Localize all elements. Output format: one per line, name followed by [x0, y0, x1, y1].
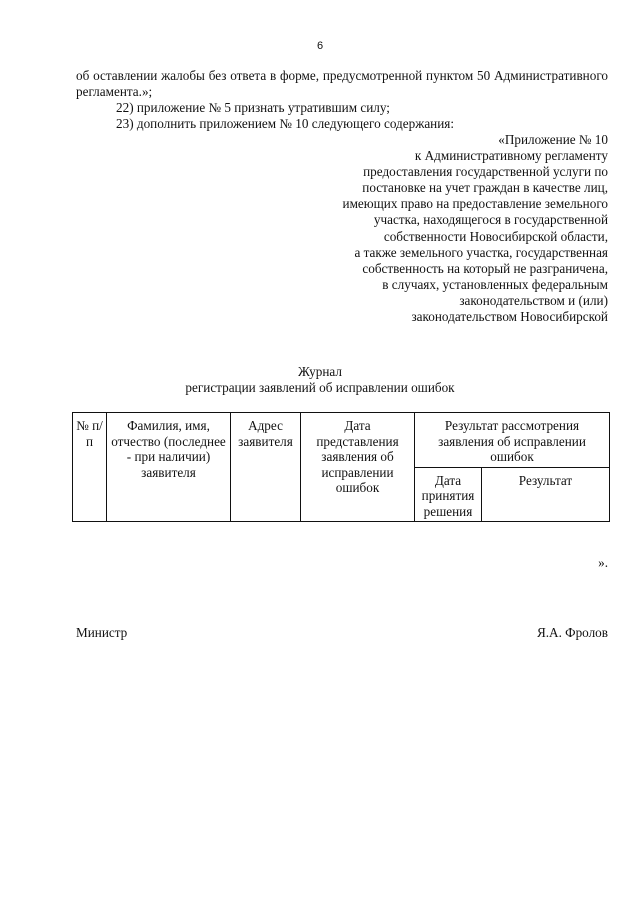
paragraph-complaint-end: об оставлении жалобы без ответа в форме, предусмотренной пунктом 50 Административного регламента.»;	[76, 68, 608, 99]
appendix-line: предоставления государственной услуги по	[363, 164, 608, 180]
journal-title: Журнал	[298, 364, 342, 379]
header-applicant-name: Фамилия, имя, отчество (последнее - при наличии) заявителя	[107, 413, 231, 522]
header-number: № п/п	[73, 413, 107, 522]
appendix-line: имеющих право на предоставление земельного	[342, 196, 608, 212]
registration-table	[72, 412, 610, 522]
journal-subtitle: регистрации заявлений об исправлении ошибок	[185, 380, 455, 395]
header-result: Результат	[482, 467, 610, 522]
paragraph-item-23: 23) дополнить приложением № 10 следующего содержания:	[116, 116, 455, 131]
header-decision-date: Дата принятия решения	[415, 467, 482, 522]
header-date-submitted: Дата представления заявления об исправлении ошибок	[301, 413, 415, 522]
table-header-row	[73, 413, 610, 468]
signature-name: Я.А. Фролов	[536, 625, 608, 640]
closing-quote: ».	[598, 555, 608, 570]
signature-title: Министр	[76, 625, 128, 640]
page-number: 6	[316, 40, 324, 52]
appendix-line: к Административному регламенту	[414, 148, 608, 164]
appendix-line: законодательством и (или)	[459, 292, 608, 308]
appendix-line: постановке на учет граждан в качестве лиц,	[362, 180, 608, 196]
journal-heading	[0, 364, 640, 396]
appendix-line: участка, находящегося в государственной	[373, 212, 608, 228]
appendix-line: законодательством Новосибирской	[411, 309, 608, 325]
appendix-line: в случаях, установленных федеральным	[382, 276, 608, 292]
paragraph-item-22: 22) приложение № 5 признать утратившим силу;	[116, 100, 390, 115]
appendix-line: собственности Новосибирской области,	[383, 228, 608, 244]
appendix-line: собственность на который не разграничена,	[362, 260, 608, 276]
header-result-group: Результат рассмотрения заявления об исправлении ошибок	[415, 413, 610, 468]
appendix-header	[248, 132, 608, 325]
appendix-line: «Приложение № 10	[498, 132, 608, 147]
appendix-line: а также земельного участка, государственная	[354, 244, 608, 260]
header-applicant-address: Адрес заявителя	[231, 413, 301, 522]
